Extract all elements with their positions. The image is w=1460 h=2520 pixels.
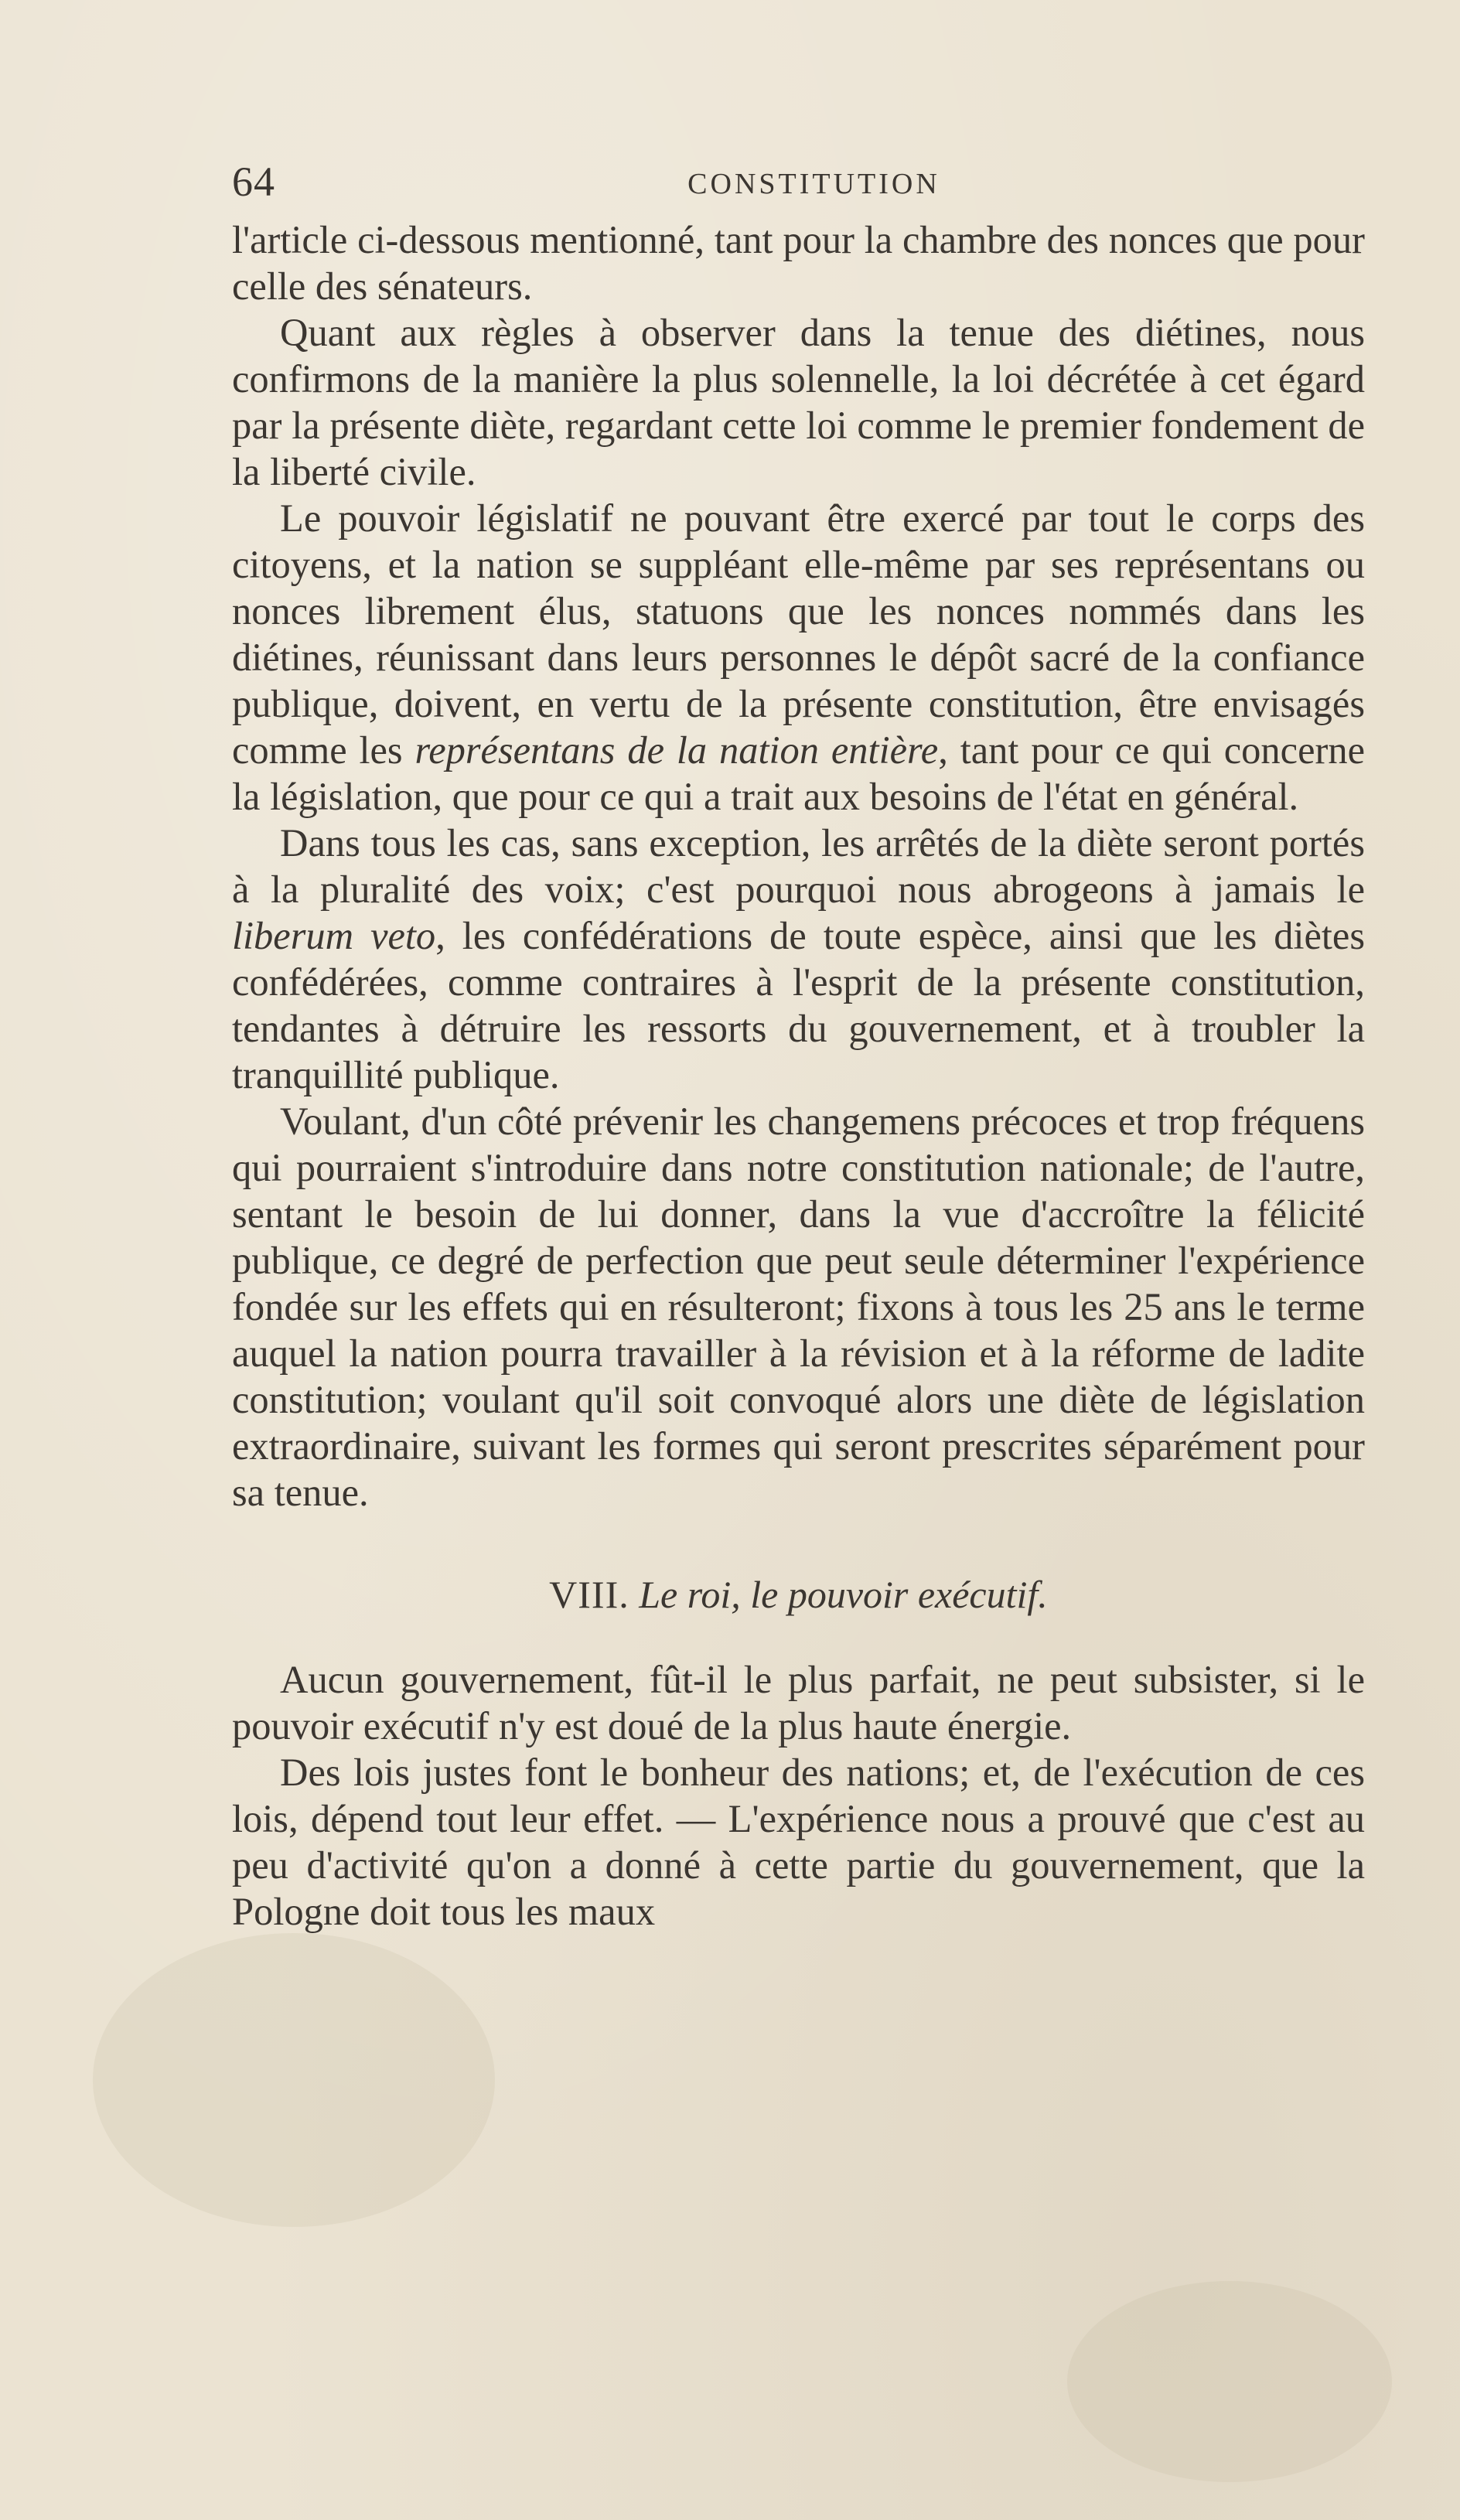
paragraph — [232, 1098, 1365, 1516]
section-title: Le roi, le pouvoir exécutif. — [639, 1573, 1048, 1616]
paragraph-text: Quant aux règles à observer dans la tenue des diétines, nous confirmons de la manière la plus solennelle, la loi décrétée à cet égard par la présente diète, regardant cette loi comme le premier fondement de la liberté civile. — [232, 311, 1365, 493]
paragraph — [232, 820, 1365, 1098]
italic-phrase: liberum veto — [232, 914, 436, 957]
text-block — [232, 147, 1365, 1935]
paragraph-text: Le pouvoir législatif ne pouvant être exercé par tout le corps des citoyens, et la nation se suppléant elle-même par ses représentans ou nonces librement élus, statuons que les nonces nommés dans les diétines, réunissant dans leurs personnes le dépôt sacré de la confiance publique, doivent, en vertu de la présente constitution, être envisagés comme les — [232, 496, 1365, 772]
paragraph — [232, 1749, 1365, 1935]
paragraph-text: , les confédérations de toute espèce, ainsi que les diètes confédérées, comme contraires à l'esprit de la présente constitution, tendantes à détruire les ressorts du gouvernement, et à troubler la tranquillité publique. — [232, 914, 1365, 1096]
paper-stain — [1067, 2281, 1392, 2482]
page-number: 64 — [232, 159, 275, 205]
paragraph — [232, 217, 1365, 309]
italic-phrase: représentans de la nation entière — [414, 728, 939, 772]
paper-stain — [93, 1933, 495, 2227]
paragraph-text: , tant pour ce qui concerne la législation, que pour ce qui a trait aux besoins de l'état en général. — [232, 728, 1365, 818]
section-heading — [232, 1571, 1365, 1618]
section-number: VIII. — [549, 1573, 629, 1616]
paragraph-text: l'article ci-dessous mentionné, tant pour la chambre des nonces que pour celle des sénateurs. — [232, 218, 1365, 308]
paragraph — [232, 309, 1365, 495]
paragraph-text: Des lois justes font le bonheur des nations; et, de l'exécution de ces lois, dépend tout leur effet. — L'expérience nous a prouvé que c'est au peu d'activité qu'on a donné à cette partie du gouvernement, que la Pologne doit tous les maux — [232, 1751, 1365, 1933]
paragraph — [232, 1656, 1365, 1749]
running-head — [232, 147, 1365, 217]
paragraph-text: Voulant, d'un côté prévenir les changemens précoces et trop fréquens qui pourraient s'introduire dans notre constitution nationale; de l'autre, sentant le besoin de lui donner, dans la vue d'accroître la félicité publique, ce degré de perfection que peut seule déterminer l'expérience fondée sur les effets qui en résulteront; fixons à tous les 25 ans le terme auquel la nation pourra travailler à la révision et à la réforme de ladite constitution; voulant qu'il soit convoqué alors une diète de législation extraordinaire, suivant les formes qui seront prescrites séparément pour sa tenue. — [232, 1100, 1365, 1514]
paragraph — [232, 495, 1365, 820]
paragraph-text: Dans tous les cas, sans exception, les arrêtés de la diète seront portés à la pluralité des voix; c'est pourquoi nous abrogeons à jamais le — [232, 821, 1365, 911]
paragraph-text: Aucun gouvernement, fût-il le plus parfait, ne peut subsister, si le pouvoir exécutif n'y est doué de la plus haute énergie. — [232, 1658, 1365, 1748]
running-title: CONSTITUTION — [687, 168, 940, 200]
